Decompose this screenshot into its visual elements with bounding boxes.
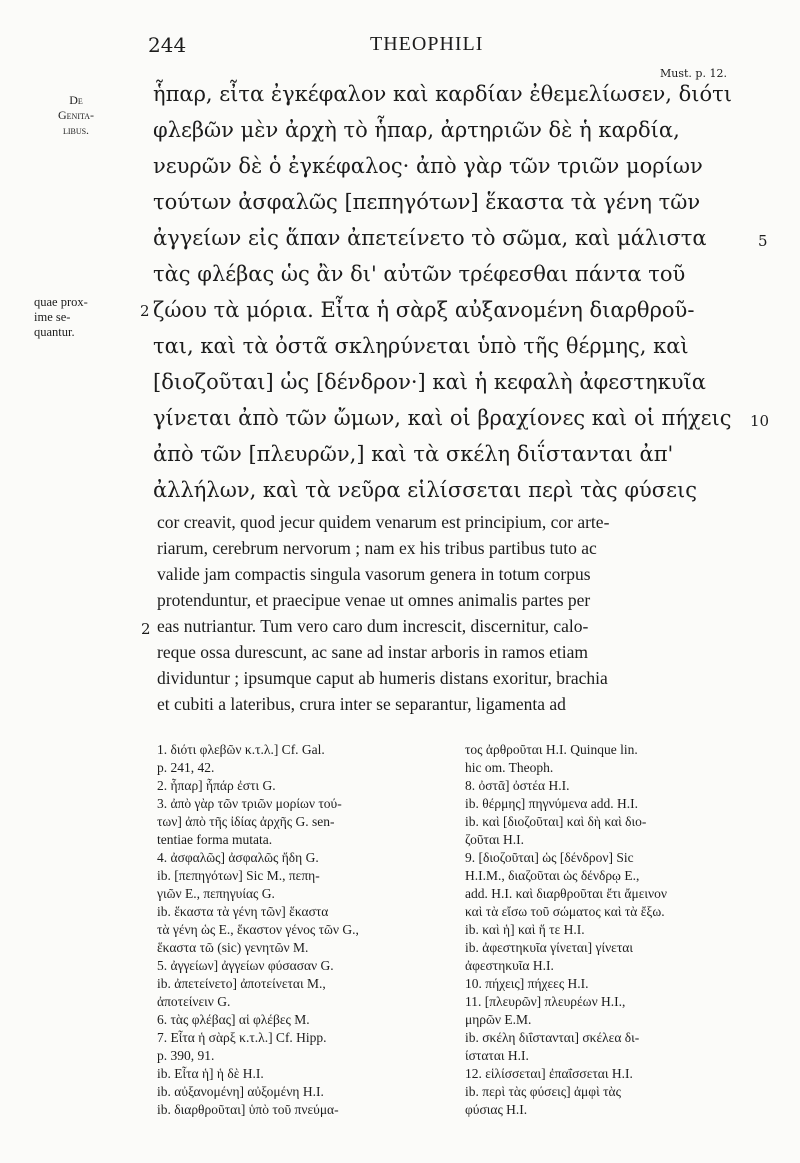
note-line: ib. ἕκαστα τὰ γένη τῶν] ἕκαστα xyxy=(157,904,329,919)
sidenote-quae-proxime xyxy=(34,295,114,340)
note-line: p. 241, 42. xyxy=(157,760,215,775)
sidenote-line: De xyxy=(69,93,83,107)
greek-line: ἀλλήλων, καὶ τὰ νεῦρα εἱλίσσεται περὶ τὰς φύσεις xyxy=(153,478,698,502)
latin-line: protenduntur, et praecipue venae ut omnes animalis partes per xyxy=(157,590,591,610)
greek-line: [διοζοῦται] ὡς [δένδρον·] καὶ ἡ κεφαλὴ ἀφεστηκυῖα xyxy=(153,370,706,394)
note-line: 9. [διοζοῦται] ὡς [δένδρον] Sic xyxy=(465,850,634,865)
note-line: τος ἀρθροῦται H.I. Quinque lin. xyxy=(465,742,638,757)
note-line: ib. καὶ ἡ] καὶ ἥ τε H.I. xyxy=(465,922,585,937)
edition-reference: Must. p. 12. xyxy=(660,67,727,80)
note-line: ib. διαρθροῦται] ὑπὸ τοῦ πνεύμα- xyxy=(157,1102,339,1117)
greek-line: γίνεται ἀπὸ τῶν ὤμων, καὶ οἱ βραχίονες καὶ οἱ πήχεις xyxy=(153,406,732,430)
note-line: p. 390, 91. xyxy=(157,1048,215,1063)
note-line: hic om. Theoph. xyxy=(465,760,554,775)
sidenote-line: ime se- xyxy=(34,310,71,324)
note-line: ἀποτείνειν G. xyxy=(157,994,231,1009)
note-line: ib. περὶ τὰς φύσεις] ἀμφὶ τὰς xyxy=(465,1084,621,1099)
note-line: ζοῦται H.I. xyxy=(465,832,525,847)
greek-line: ἧπαρ, εἶτα ἐγκέφαλον καὶ καρδίαν ἐθεμελίωσεν, διότι xyxy=(153,82,733,106)
greek-line: τούτων ἀσφαλῶς [πεπηγότων] ἕκαστα τὰ γένη τῶν xyxy=(153,190,701,214)
note-line: ib. ἀφεστηκυῖα γίνεται] γίνεται xyxy=(465,940,633,955)
note-line: ib. σκέλη διΐστανται] σκέλεα δι- xyxy=(465,1030,640,1045)
note-line: 5. ἀγγείων] ἀγγείων φύσασαν G. xyxy=(157,958,334,973)
latin-line: valide jam compactis singula vasorum genera in totum corpus xyxy=(157,564,591,584)
section-marker: 2 xyxy=(140,302,150,320)
greek-line: ται, καὶ τὰ ὀστᾶ σκληρύνεται ὑπὸ τῆς θέρμης, καὶ xyxy=(153,334,689,358)
greek-line: ἀπὸ τῶν [πλευρῶν,] καὶ τὰ σκέλη διΐστανται ἀπ' xyxy=(153,442,674,466)
note-line: 6. τὰς φλέβας] αἱ φλέβες M. xyxy=(157,1012,310,1027)
note-line: 2. ἧπαρ] ἧπάρ ἐστι G. xyxy=(157,778,276,793)
note-line: ib. αὐξανομένη] αὐξομένη H.I. xyxy=(157,1084,324,1099)
line-number: 10 xyxy=(750,412,770,430)
note-line: ib. Εἶτα ἡ] ἡ δὲ H.I. xyxy=(157,1066,264,1081)
line-number: 5 xyxy=(758,232,768,250)
note-line: τὰ γένη ὡς E., ἕκαστον γένος τῶν G., xyxy=(157,922,359,937)
note-line: 1. διότι φλεβῶν κ.τ.λ.] Cf. Gal. xyxy=(157,742,325,757)
note-line: ib. καὶ [διοζοῦται] καὶ δὴ καὶ διο- xyxy=(465,814,647,829)
page-number: 244 xyxy=(148,33,187,57)
sidenote-line: quae prox- xyxy=(34,295,88,309)
note-line: H.I.M., διαζοῦται ὡς δένδρῳ E., xyxy=(465,868,640,883)
note-line: 4. ἀσφαλῶς] ἀσφαλῶς ἤδη G. xyxy=(157,850,319,865)
note-line: 12. εἱλίσσεται] ἐπαΐσσεται H.I. xyxy=(465,1066,633,1081)
latin-line: et cubiti a lateribus, crura inter se separantur, ligamenta ad xyxy=(157,694,566,714)
running-head: THEOPHILI xyxy=(370,33,484,55)
greek-line: ἀγγείων εἰς ἅπαν ἀπετείνετο τὸ σῶμα, καὶ μάλιστα xyxy=(153,226,707,250)
greek-line: νευρῶν δὲ ὁ ἐγκέφαλος· ἀπὸ γὰρ τῶν τριῶν μορίων xyxy=(153,154,703,178)
sidenote-line: Genita- xyxy=(57,108,94,122)
note-line: ib. ἀπετείνετο] ἀποτείνεται M., xyxy=(157,976,326,991)
note-line: add. H.I. καὶ διαρθροῦται ἔτι ἄμεινον xyxy=(465,886,667,901)
note-line: 3. ἀπὸ γὰρ τῶν τριῶν μορίων τού- xyxy=(157,796,342,811)
note-line: των] ἀπὸ τῆς ἰδίας ἀρχῆς G. sen- xyxy=(157,814,335,829)
note-line: γιῶν E., πεπηγυίας G. xyxy=(157,886,275,901)
note-line: ib. [πεπηγότων] Sic M., πεπη- xyxy=(157,868,320,883)
note-line: 8. ὀστᾶ] ὀστέα H.I. xyxy=(465,778,570,793)
sidenote-de-genitalibus xyxy=(36,93,116,138)
note-line: ίσταται H.I. xyxy=(465,1048,529,1063)
note-line: 11. [πλευρῶν] πλευρέων H.I., xyxy=(465,994,626,1009)
latin-line: dividuntur ; ipsumque caput ab humeris distans exoritur, brachia xyxy=(157,668,608,688)
latin-line: eas nutriantur. Tum vero caro dum increscit, discernitur, calo- xyxy=(157,616,589,636)
latin-line: cor creavit, quod jecur quidem venarum est principium, cor arte- xyxy=(157,512,610,532)
note-line: tentiae forma mutata. xyxy=(157,832,273,847)
note-line: ib. θέρμης] πηγνύμενα add. H.I. xyxy=(465,796,638,811)
greek-line: φλεβῶν μὲν ἀρχὴ τὸ ἧπαρ, ἀρτηριῶν δὲ ἡ καρδία, xyxy=(153,118,680,142)
note-line: ἕκαστα τῶ (sic) γενητῶν M. xyxy=(157,940,309,955)
note-line: καὶ τὰ εἴσω τοῦ σώματος καὶ τὰ ἔξω. xyxy=(465,904,665,919)
greek-line: ζώου τὰ μόρια. Εἶτα ἡ σὰρξ αὐξανομένη διαρθροῦ- xyxy=(153,298,695,322)
sidenote-line: libus. xyxy=(62,123,90,137)
sidenote-line: quantur. xyxy=(34,325,75,339)
note-line: 7. Εἶτα ἡ σὰρξ κ.τ.λ.] Cf. Hipp. xyxy=(157,1030,327,1045)
note-line: ἀφεστηκυῖα H.I. xyxy=(465,958,554,973)
note-line: μηρῶν E.M. xyxy=(465,1012,532,1027)
section-marker: 2 xyxy=(141,620,151,638)
greek-line: τὰς φλέβας ὡς ἂν δι' αὐτῶν τρέφεσθαι πάντα τοῦ xyxy=(153,262,686,286)
note-line: 10. πήχεις] πήχεες H.I. xyxy=(465,976,589,991)
latin-line: riarum, cerebrum nervorum ; nam ex his tribus partibus tuto ac xyxy=(157,538,597,558)
note-line: φύσιας H.I. xyxy=(465,1102,528,1117)
latin-line: reque ossa durescunt, ac sane ad instar arboris in ramos etiam xyxy=(157,642,589,662)
